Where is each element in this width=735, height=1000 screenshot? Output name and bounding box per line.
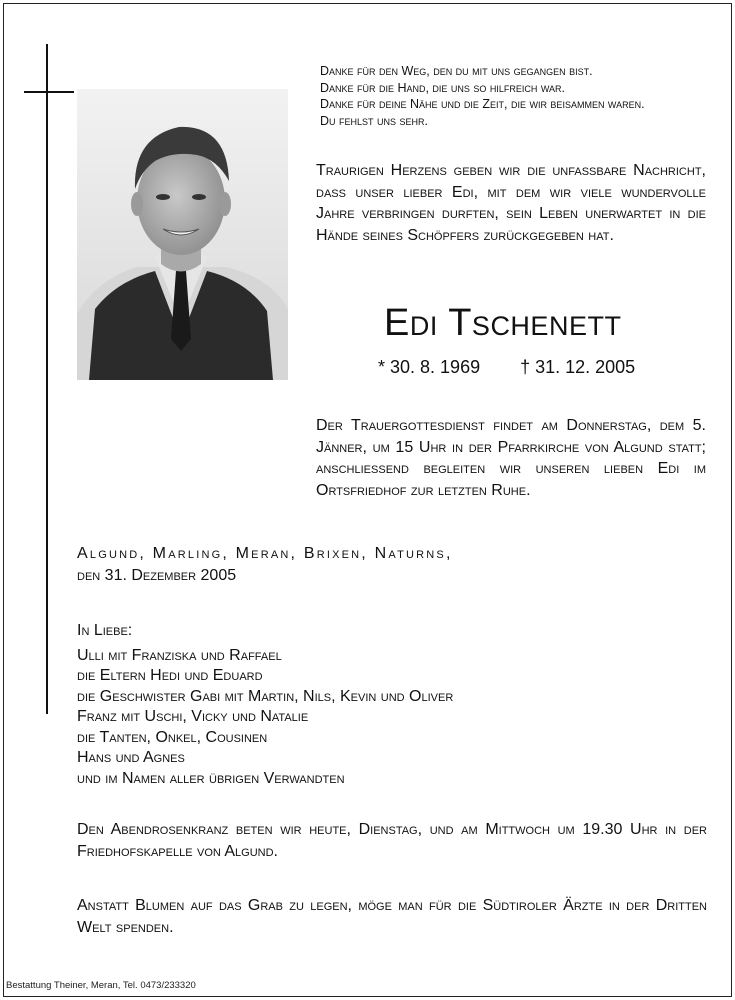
- place-and-date: [77, 543, 453, 586]
- mourner-line: Ulli mit Franziska und Raffael: [77, 646, 282, 664]
- poem-line: Du fehlst uns sehr.: [320, 113, 428, 128]
- mourner-line: Hans und Agnes: [77, 749, 185, 766]
- poem: [320, 63, 720, 129]
- poem-line: Danke für deine Nähe und die Zeit, die wir beisammen waren.: [320, 97, 645, 111]
- places: Algund, Marling, Meran, Brixen, Naturns,: [77, 545, 453, 562]
- cross-icon-vertical: [46, 44, 48, 714]
- portrait-illustration: [77, 89, 288, 380]
- rosary-text: Den Abendrosenkranz beten wir heute, Dienstag, und am Mittwoch um 19.30 Uhr in der Friedhofskapelle von Algund.: [77, 821, 707, 860]
- mourners-lead: In Liebe:: [77, 622, 133, 639]
- portrait-photo: [77, 89, 288, 380]
- birth-date: * 30. 8. 1969: [378, 357, 481, 377]
- deceased-name: Edi Tschenett: [384, 302, 622, 344]
- mourners-list: [77, 621, 453, 789]
- date-line: den 31. Dezember 2005: [77, 566, 237, 584]
- cross-icon-horizontal: [24, 91, 74, 93]
- life-dates: [378, 357, 635, 378]
- funeral-service-text: Der Trauergottesdienst findet am Donnerstag, dem 5. Jänner, um 15 Uhr in der Pfarrkirche von Algund statt; anschliessend begleiten wir unseren lieben Edi im Ortsfriedhof zur letzten Ruhe.: [316, 417, 706, 499]
- undertaker-footer: Bestattung Theiner, Meran, Tel. 0473/233320: [6, 980, 196, 991]
- mourner-line: die Tanten, Onkel, Cousinen: [77, 728, 268, 746]
- mourner-line: die Eltern Hedi und Eduard: [77, 667, 263, 684]
- poem-line: Danke für den Weg, den du mit uns gegangen bist.: [320, 64, 593, 78]
- death-date: † 31. 12. 2005: [520, 357, 636, 377]
- announcement-text: Traurigen Herzens geben wir die unfassbare Nachricht, dass unser lieber Edi, mit dem wir viele wundervolle Jahre verbringen durften, sein Leben unerwartet in die Hände seines Schöpfers zurückgegeben hat.: [316, 162, 706, 244]
- mourner-line: und im Namen aller übrigen Verwandten: [77, 769, 345, 787]
- donation-text: Anstatt Blumen auf das Grab zu legen, möge man für die Südtiroler Ärzte in der Dritten Welt spenden.: [77, 897, 707, 936]
- mourner-line: Franz mit Uschi, Vicky und Natalie: [77, 708, 309, 725]
- mourner-line: die Geschwister Gabi mit Martin, Nils, Kevin und Oliver: [77, 687, 454, 705]
- poem-line: Danke für die Hand, die uns so hilfreich war.: [320, 80, 565, 95]
